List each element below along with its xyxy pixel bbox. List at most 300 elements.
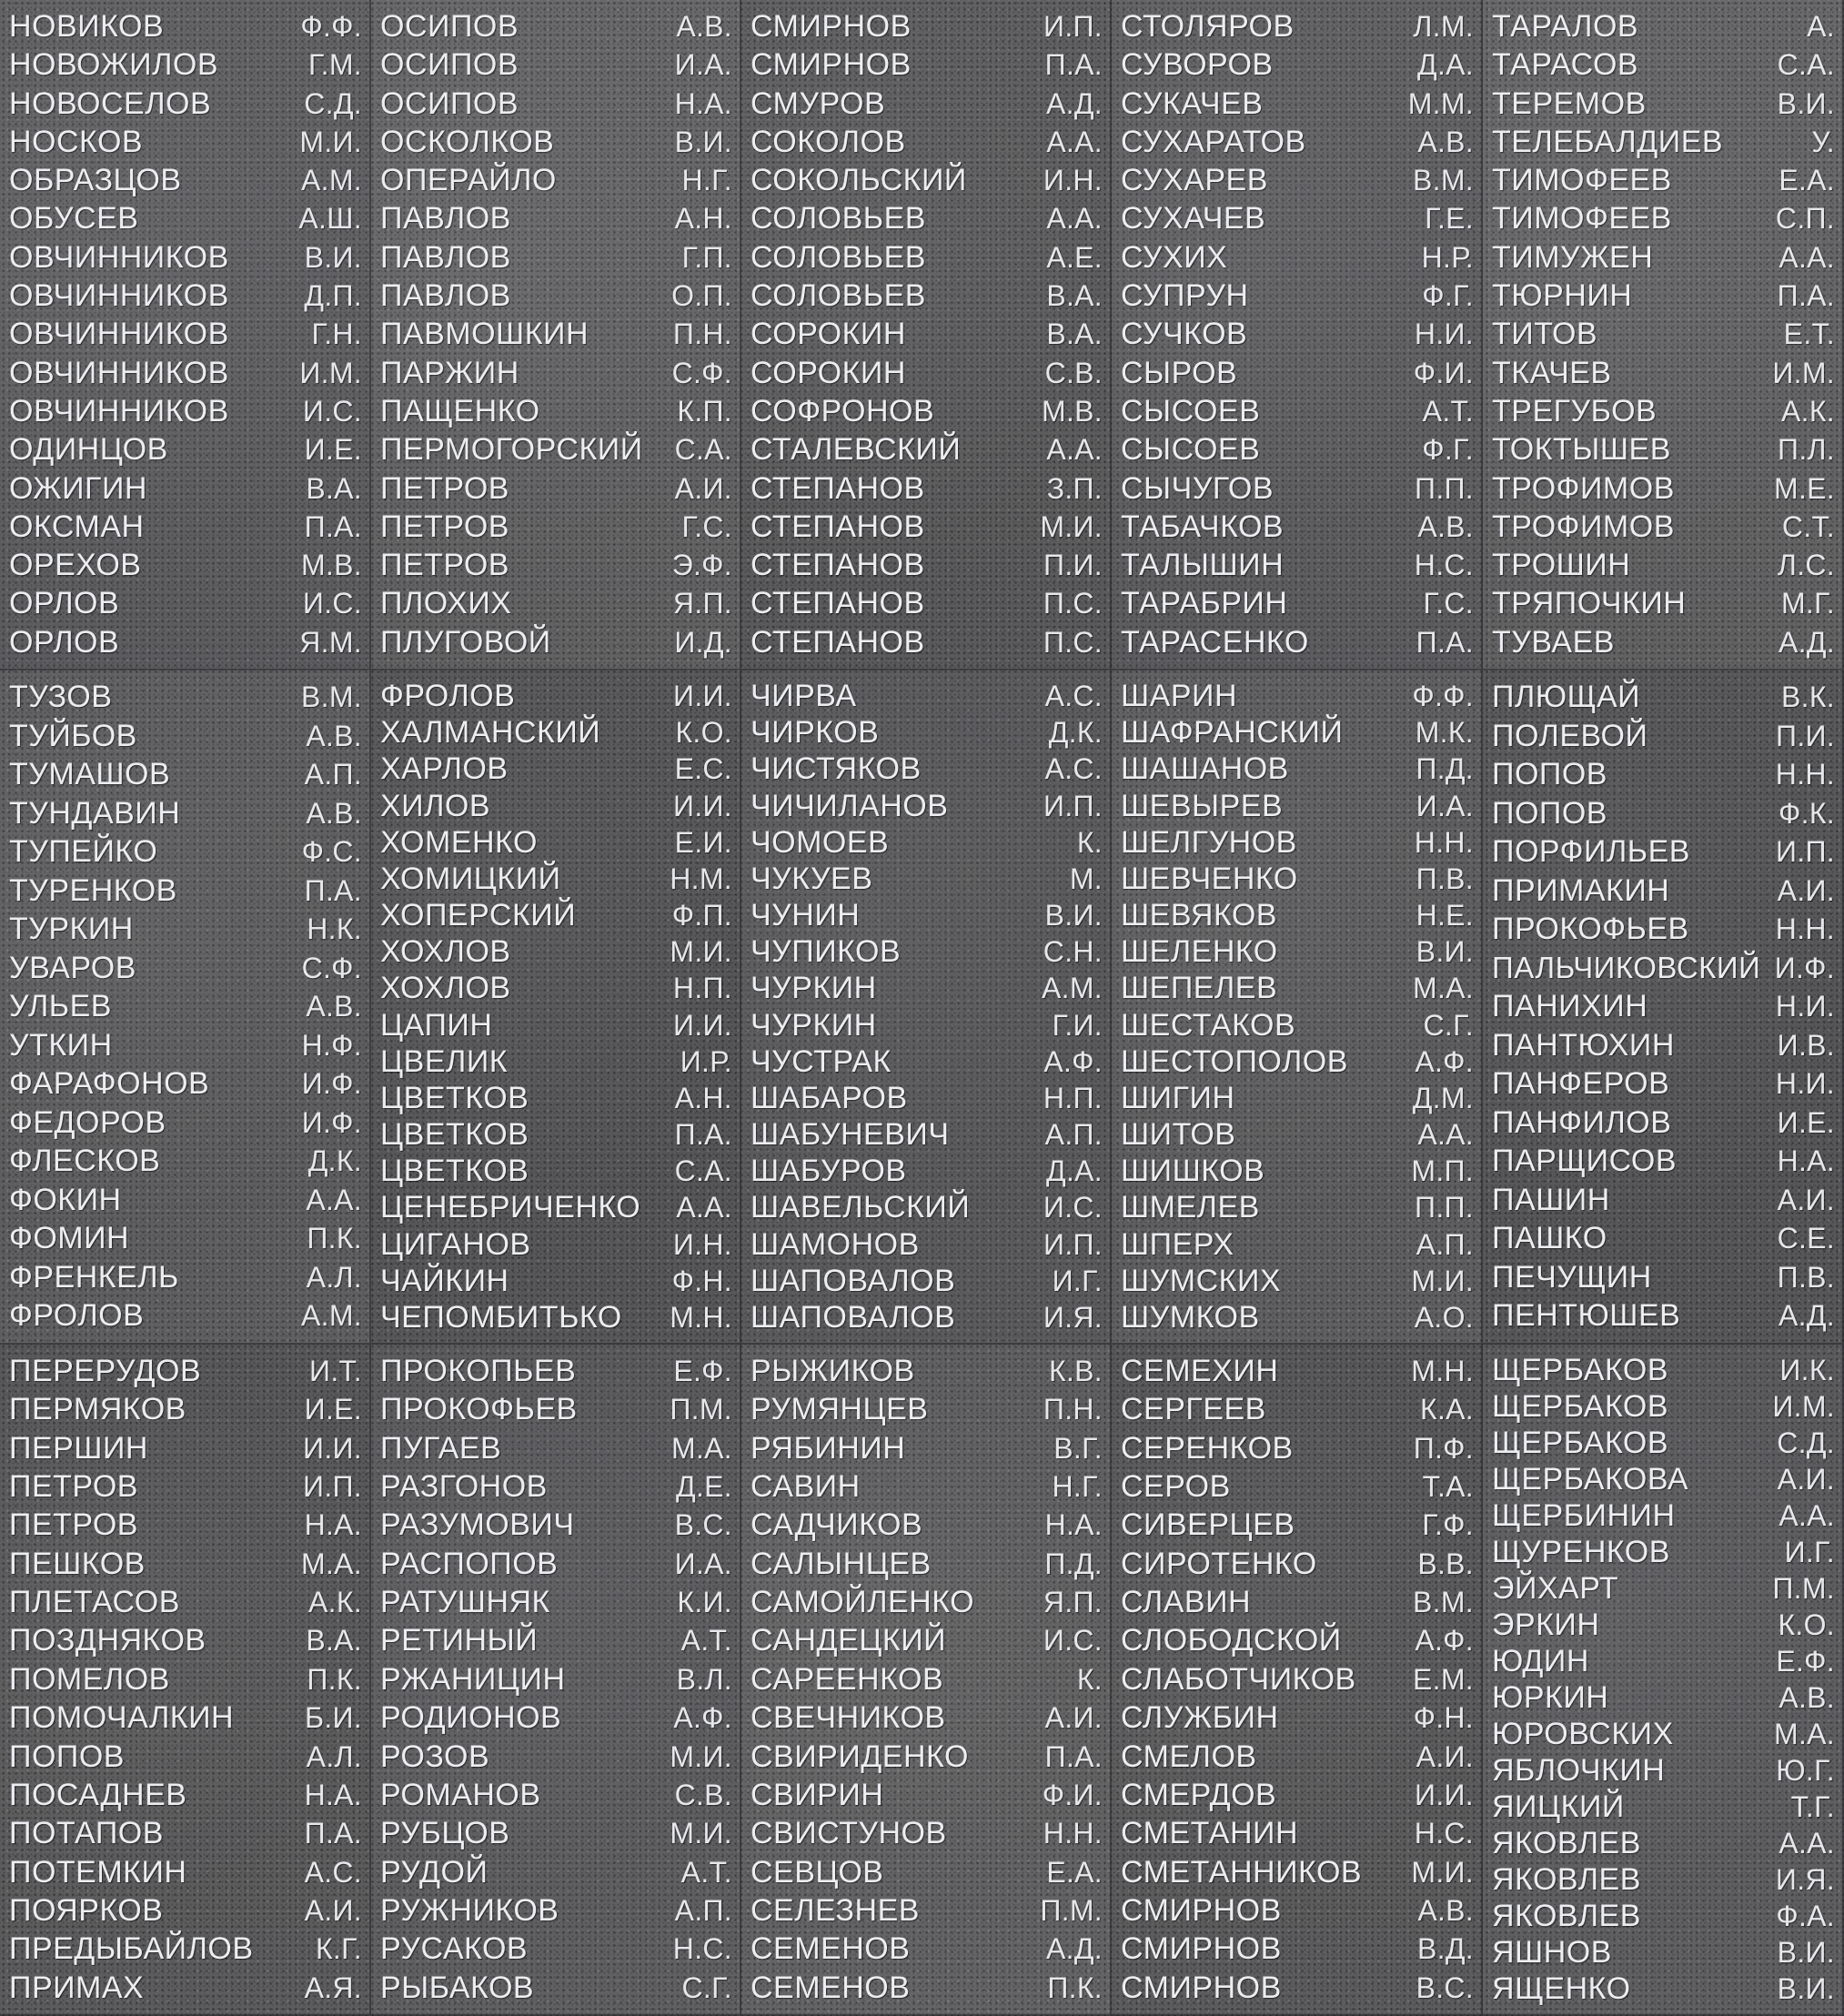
initials: Ф.Г. <box>1422 279 1474 313</box>
name-entry <box>1112 584 1481 622</box>
name-entry <box>1483 1258 1842 1297</box>
name-entry <box>0 1219 369 1258</box>
surname: ЭЙХАРТ <box>1492 1571 1619 1606</box>
surname: НОВОЖИЛОВ <box>9 47 219 83</box>
name-entry <box>371 861 740 897</box>
name-entry <box>1483 832 1842 872</box>
initials: Н.С. <box>672 1932 732 1966</box>
surname: ШАПОВАЛОВ <box>751 1263 956 1298</box>
name-entry <box>1483 1679 1842 1716</box>
initials: М.И. <box>1411 1855 1474 1889</box>
name-entry <box>1112 1776 1481 1814</box>
surname: САНДЕЦКИЙ <box>751 1623 947 1658</box>
name-entry <box>1483 161 1842 199</box>
initials: В.И. <box>674 125 732 158</box>
initials: И.Г. <box>1784 1536 1835 1568</box>
name-entry <box>741 1776 1110 1814</box>
name-entry <box>1483 238 1842 277</box>
initials: А.А. <box>1779 1499 1835 1532</box>
surname: ТРОФИМОВ <box>1492 509 1675 544</box>
surname: РЕТИНЫЙ <box>380 1623 539 1658</box>
surname: ОПЕРАЙЛО <box>380 163 557 198</box>
surname: ЯКОВЛЕВ <box>1492 1862 1641 1897</box>
initials: Г.М. <box>307 48 362 82</box>
surname: ЧУКУЕВ <box>751 861 873 896</box>
initials: Н.М. <box>670 862 732 895</box>
initials: П.Н. <box>672 318 732 351</box>
surname: ТАЛЫШИН <box>1121 548 1285 583</box>
surname: ТИТОВ <box>1492 317 1598 352</box>
name-entry <box>1112 1891 1481 1930</box>
name-panel <box>1112 0 1483 670</box>
surname: РЫБАКОВ <box>380 1970 535 2005</box>
initials: И.В. <box>1777 1028 1835 1062</box>
name-entry <box>371 1853 740 1891</box>
name-entry <box>741 546 1110 584</box>
initials: Ф.Ф. <box>300 10 362 43</box>
initials: А.К. <box>308 1586 362 1619</box>
surname: ЯКОВЛЕВ <box>1492 1826 1641 1860</box>
initials: А.В. <box>306 796 362 830</box>
name-panel <box>371 670 741 1345</box>
initials: П.А. <box>304 1817 362 1850</box>
name-entry <box>1112 1043 1481 1080</box>
name-entry <box>0 832 369 872</box>
initials: А.Ф. <box>1415 1624 1474 1658</box>
initials: П.И. <box>1043 549 1103 582</box>
name-entry <box>741 1969 1110 2007</box>
surname: ШЕСТАКОВ <box>1121 1007 1296 1043</box>
initials: Н.Г. <box>681 164 732 197</box>
name-entry <box>741 161 1110 199</box>
name-entry <box>1112 1969 1481 2007</box>
initials: А.Д. <box>1779 625 1835 659</box>
name-entry <box>1483 623 1842 661</box>
surname: ЩЕРБАКОВ <box>1492 1426 1669 1460</box>
initials: М.И. <box>1411 1264 1474 1297</box>
surname: ТЕРЕМОВ <box>1492 86 1647 121</box>
surname: СТЕПАНОВ <box>751 548 925 583</box>
name-panel <box>741 670 1112 1345</box>
name-entry <box>741 1390 1110 1428</box>
surname: СТЕПАНОВ <box>751 470 925 506</box>
name-entry <box>741 238 1110 277</box>
initials: Д.П. <box>304 279 362 313</box>
surname: СЛАВИН <box>1121 1585 1252 1620</box>
name-entry <box>1483 85 1842 123</box>
initials: И.Г. <box>1052 1264 1103 1297</box>
surname: ТАРАСОВ <box>1492 47 1639 83</box>
surname: ПЕРМОГОРСКИЙ <box>380 432 643 468</box>
initials: Ф.А. <box>1776 1900 1835 1932</box>
name-entry <box>741 354 1110 392</box>
initials: В.И. <box>1777 1936 1835 1969</box>
name-entry <box>1112 897 1481 933</box>
initials: Э.Ф. <box>671 549 732 582</box>
name-entry <box>1483 1461 1842 1497</box>
name-entry <box>1112 1390 1481 1428</box>
initials: А.С. <box>1044 752 1103 786</box>
initials: Н.Р. <box>1421 240 1474 274</box>
surname: ЮРОВСКИХ <box>1492 1717 1674 1751</box>
surname: СОЛОВЬЕВ <box>751 201 926 237</box>
name-entry <box>1112 7 1481 45</box>
initials: М.И. <box>299 125 362 158</box>
name-entry <box>1112 161 1481 199</box>
name-entry <box>1483 1934 1842 1971</box>
surname: НОВОСЕЛОВ <box>9 86 212 121</box>
name-entry <box>371 508 740 546</box>
name-entry <box>1483 1497 1842 1534</box>
initials: Е.А. <box>1046 1855 1103 1889</box>
name-entry <box>0 238 369 277</box>
initials: Н.А. <box>1777 1144 1835 1178</box>
initials: И.П. <box>1043 1227 1103 1261</box>
initials: Г.Н. <box>311 318 362 351</box>
initials: М.Е. <box>1774 471 1835 505</box>
initials: А.А. <box>1046 202 1103 236</box>
surname: СЕМЕНОВ <box>751 1970 911 2005</box>
initials: П.А. <box>1044 48 1103 82</box>
initials: А.Л. <box>306 1739 362 1773</box>
initials: А.А. <box>676 1191 732 1225</box>
name-entry <box>0 85 369 123</box>
name-entry <box>1483 1898 1842 1934</box>
name-entry <box>741 1583 1110 1621</box>
surname: ОБРАЗЦОВ <box>9 163 182 198</box>
name-entry <box>1112 1007 1481 1043</box>
name-entry <box>741 1814 1110 1852</box>
name-entry <box>741 1467 1110 1506</box>
initials: Е.С. <box>674 752 732 786</box>
surname: ФРОЛОВ <box>380 679 516 713</box>
surname: ПЕРМЯКОВ <box>9 1392 186 1427</box>
initials: В.Г. <box>1053 1431 1103 1465</box>
surname: ТКАЧЕВ <box>1492 355 1612 390</box>
name-entry <box>741 584 1110 622</box>
name-entry <box>741 1506 1110 1544</box>
name-entry <box>0 1698 369 1737</box>
surname: СЕВЦОВ <box>751 1854 884 1890</box>
surname: СВИРИН <box>751 1777 884 1812</box>
name-entry <box>1112 1299 1481 1336</box>
surname: СТЕПАНОВ <box>751 509 925 544</box>
surname: ШАБАРОВ <box>751 1080 908 1115</box>
initials: П.В. <box>1416 862 1474 895</box>
name-entry <box>741 1080 1110 1116</box>
name-entry <box>371 1467 740 1506</box>
surname: СМИРНОВ <box>1121 1970 1282 2005</box>
surname: СВИСТУНОВ <box>751 1816 947 1851</box>
name-entry <box>741 1853 1110 1891</box>
initials: М.Н. <box>1411 1355 1474 1387</box>
initials: Т.Г. <box>1790 1790 1835 1823</box>
name-entry <box>741 1545 1110 1583</box>
initials: Ф.Ф. <box>1412 680 1474 712</box>
initials: А.П. <box>304 758 362 791</box>
name-entry <box>0 1621 369 1659</box>
initials: И.Д. <box>674 625 732 659</box>
name-entry <box>371 1506 740 1544</box>
initials: В.М. <box>1413 1586 1474 1619</box>
surname: ЩЕРБАКОВ <box>1492 1353 1669 1387</box>
initials: А.Л. <box>306 1260 362 1294</box>
name-entry <box>371 85 740 123</box>
surname: ПЛОХИХ <box>380 586 512 621</box>
name-entry <box>1112 546 1481 584</box>
initials: Ф.П. <box>671 899 732 932</box>
surname: ПУГАЕВ <box>380 1430 502 1466</box>
initials: А.Я. <box>304 1971 362 2004</box>
surname: РАСПОПОВ <box>380 1546 559 1581</box>
name-entry <box>371 1116 740 1153</box>
name-entry <box>741 430 1110 469</box>
name-entry <box>741 714 1110 751</box>
initials: Д.А. <box>1046 1154 1103 1188</box>
surname: СОРОКИН <box>751 355 906 390</box>
name-entry <box>371 1080 740 1116</box>
name-panel <box>1112 670 1483 1345</box>
initials: А.И. <box>304 1893 362 1927</box>
name-entry <box>371 788 740 824</box>
surname: ТРОШИН <box>1492 548 1631 583</box>
surname: СМИРНОВ <box>1121 1892 1282 1928</box>
name-entry <box>371 1621 740 1659</box>
name-panel <box>0 0 371 670</box>
surname: ШИТОВ <box>1121 1117 1236 1152</box>
name-entry <box>371 714 740 751</box>
name-entry <box>1112 469 1481 508</box>
surname: ФЛЕСКОВ <box>9 1144 161 1179</box>
initials: Г.С. <box>1423 587 1474 620</box>
name-entry <box>741 1263 1110 1299</box>
name-entry <box>371 584 740 622</box>
initials: В.И. <box>1044 899 1103 932</box>
surname: ТРОФИМОВ <box>1492 470 1675 506</box>
surname: СУКАЧЕВ <box>1121 86 1264 121</box>
surname: ТРЕГУБОВ <box>1492 393 1658 428</box>
name-entry <box>1483 1716 1842 1752</box>
initials: К. <box>1076 1662 1103 1696</box>
name-entry <box>0 123 369 161</box>
initials: А.А. <box>1779 240 1835 274</box>
name-entry <box>1112 678 1481 714</box>
name-entry <box>0 987 369 1026</box>
surname: ОВЧИННИКОВ <box>9 278 229 314</box>
surname: ПОРФИЛЬЕВ <box>1492 834 1690 870</box>
name-entry <box>1112 238 1481 277</box>
initials: Е.Т. <box>1783 318 1835 351</box>
initials: А.В. <box>676 10 732 43</box>
name-entry <box>371 1969 740 2007</box>
name-entry <box>371 933 740 970</box>
surname: ПЕТРОВ <box>380 548 509 583</box>
surname: ТАРАЛОВ <box>1492 9 1639 44</box>
name-entry <box>0 1467 369 1506</box>
surname: УВАРОВ <box>9 950 136 985</box>
surname: СЕМЕХИН <box>1121 1354 1279 1388</box>
surname: ТУМАШОВ <box>9 757 171 792</box>
surname: ПРИМАКИН <box>1492 872 1670 908</box>
surname: РОЗОВ <box>380 1739 490 1774</box>
name-entry <box>741 1007 1110 1043</box>
name-entry <box>1112 277 1481 315</box>
surname: ОСИПОВ <box>380 86 519 121</box>
initials: В.А. <box>1046 279 1103 313</box>
name-entry <box>371 469 740 508</box>
initials: А.П. <box>674 1893 732 1927</box>
surname: ПОПОВ <box>1492 757 1607 792</box>
initials: С.Н. <box>1043 935 1103 969</box>
name-entry <box>1483 717 1842 756</box>
initials: В.И. <box>304 240 362 274</box>
name-entry <box>371 751 740 787</box>
surname: ЧОМОЕВ <box>751 824 890 860</box>
surname: СЕРОВ <box>1121 1469 1231 1505</box>
name-entry <box>371 1660 740 1698</box>
name-entry <box>371 678 740 714</box>
surname: ТОКТЫШЕВ <box>1492 432 1671 468</box>
initials: Д.А. <box>1417 48 1474 82</box>
surname: СМИРНОВ <box>751 9 912 44</box>
initials: С.Г. <box>1423 1008 1474 1042</box>
name-entry <box>1483 1570 1842 1607</box>
surname: ОРЛОВ <box>9 586 120 621</box>
surname: НОВИКОВ <box>9 9 165 44</box>
initials: К. <box>1076 825 1103 859</box>
name-entry <box>1483 315 1842 353</box>
name-entry <box>1483 1104 1842 1143</box>
surname: ПОСАДНЕВ <box>9 1777 187 1812</box>
initials: С.А. <box>674 1154 732 1188</box>
initials: И.П. <box>303 1470 362 1504</box>
surname: СУВОРОВ <box>1121 47 1274 83</box>
name-entry <box>1483 1825 1842 1861</box>
initials: И.Ф. <box>301 1105 362 1139</box>
surname: СОРОКИН <box>751 317 906 352</box>
name-entry <box>741 315 1110 353</box>
initials: Б.И. <box>305 1701 362 1735</box>
initials: М.В. <box>1042 394 1103 428</box>
surname: САРЕЕНКОВ <box>751 1661 944 1697</box>
surname: ПРОКОФЬЕВ <box>380 1392 578 1427</box>
surname: ШУМКОВ <box>1121 1299 1260 1335</box>
initials: А.Т. <box>680 1855 732 1889</box>
initials: П.П. <box>1415 1191 1474 1225</box>
initials: А.А. <box>1046 433 1103 467</box>
surname: РУБЦОВ <box>380 1816 510 1851</box>
initials: И.И. <box>673 680 732 712</box>
initials: И.Е. <box>304 433 362 467</box>
name-entry <box>1483 546 1842 584</box>
surname: ЦАПИН <box>380 1007 493 1043</box>
surname: ХОМЕНКО <box>380 824 538 860</box>
name-entry <box>1112 1429 1481 1467</box>
initials: М.Н. <box>670 1300 732 1334</box>
name-entry <box>1112 123 1481 161</box>
surname: ПОЯРКОВ <box>9 1892 164 1928</box>
surname: ТАРАБРИН <box>1121 586 1288 621</box>
initials: К.О. <box>675 716 732 750</box>
initials: Г.П. <box>681 240 732 274</box>
initials: П.А. <box>1044 1739 1103 1773</box>
initials: Д.К. <box>307 1144 362 1178</box>
surname: ЧИСТЯКОВ <box>751 751 922 787</box>
initials: А.И. <box>1777 1463 1835 1496</box>
name-entry <box>741 970 1110 1006</box>
initials: И.П. <box>1776 835 1835 869</box>
surname: ОРЛОВ <box>9 624 120 660</box>
initials: А.О. <box>1414 1300 1474 1334</box>
initials: Ю.Г. <box>1776 1754 1835 1787</box>
initials: А. <box>1807 10 1835 43</box>
surname: ШАПОВАЛОВ <box>751 1299 956 1335</box>
surname: ХОМИЦКИЙ <box>380 861 561 896</box>
surname: РОМАНОВ <box>380 1777 541 1812</box>
initials: И.А. <box>674 1547 732 1580</box>
name-entry <box>371 824 740 861</box>
initials: И.И. <box>303 1431 362 1465</box>
initials: И.Н. <box>1043 164 1103 197</box>
surname: ПАШКО <box>1492 1221 1607 1256</box>
name-entry <box>371 1153 740 1189</box>
name-entry <box>371 1738 740 1776</box>
surname: ОВЧИННИКОВ <box>9 239 229 275</box>
name-entry <box>0 717 369 756</box>
name-entry <box>741 1352 1110 1390</box>
surname: ТАРАСЕНКО <box>1121 624 1309 660</box>
initials: Л.М. <box>1413 10 1474 43</box>
initials: З.П. <box>1046 471 1103 505</box>
initials: О.П. <box>671 279 732 313</box>
name-entry <box>371 1891 740 1930</box>
surname: СУХИХ <box>1121 239 1228 275</box>
initials: М.А. <box>1413 972 1474 1005</box>
initials: М.А. <box>671 1431 732 1465</box>
surname: ЭРКИН <box>1492 1608 1600 1642</box>
name-entry <box>1112 861 1481 897</box>
initials: Л.С. <box>1777 549 1835 582</box>
name-entry <box>1483 392 1842 430</box>
surname: САДЧИКОВ <box>751 1507 923 1543</box>
initials: В.М. <box>1413 164 1474 197</box>
initials: К.П. <box>677 394 732 428</box>
name-entry <box>1483 354 1842 392</box>
surname: ФОКИН <box>9 1182 122 1217</box>
surname: ПАЛЬЧИКОВСКИЙ <box>1492 950 1761 984</box>
surname: РЫЖИКОВ <box>751 1354 915 1388</box>
surname: СВИРИДЕНКО <box>751 1739 969 1774</box>
name-entry <box>1112 714 1481 751</box>
surname: СМЕТАННИКОВ <box>1121 1854 1363 1890</box>
name-entry <box>1112 392 1481 430</box>
name-entry <box>0 1969 369 2007</box>
surname: ХОХЛОВ <box>380 934 511 970</box>
initials: А.М. <box>301 164 362 197</box>
surname: ХИЛОВ <box>380 788 491 823</box>
name-entry <box>1483 45 1842 84</box>
surname: ЩУРЕНКОВ <box>1492 1535 1670 1569</box>
surname: СМЕЛОВ <box>1121 1739 1257 1774</box>
name-entry <box>1483 469 1842 508</box>
surname: ПРЕДЫБАЙЛОВ <box>9 1931 254 1967</box>
surname: ПАВМОШКИН <box>380 317 589 352</box>
surname: ТУНДАВИН <box>9 795 181 831</box>
surname: ПОМОЧАЛКИН <box>9 1700 235 1736</box>
name-entry <box>371 1545 740 1583</box>
initials: К.Г. <box>315 1932 362 1966</box>
initials: М.В. <box>301 549 362 582</box>
